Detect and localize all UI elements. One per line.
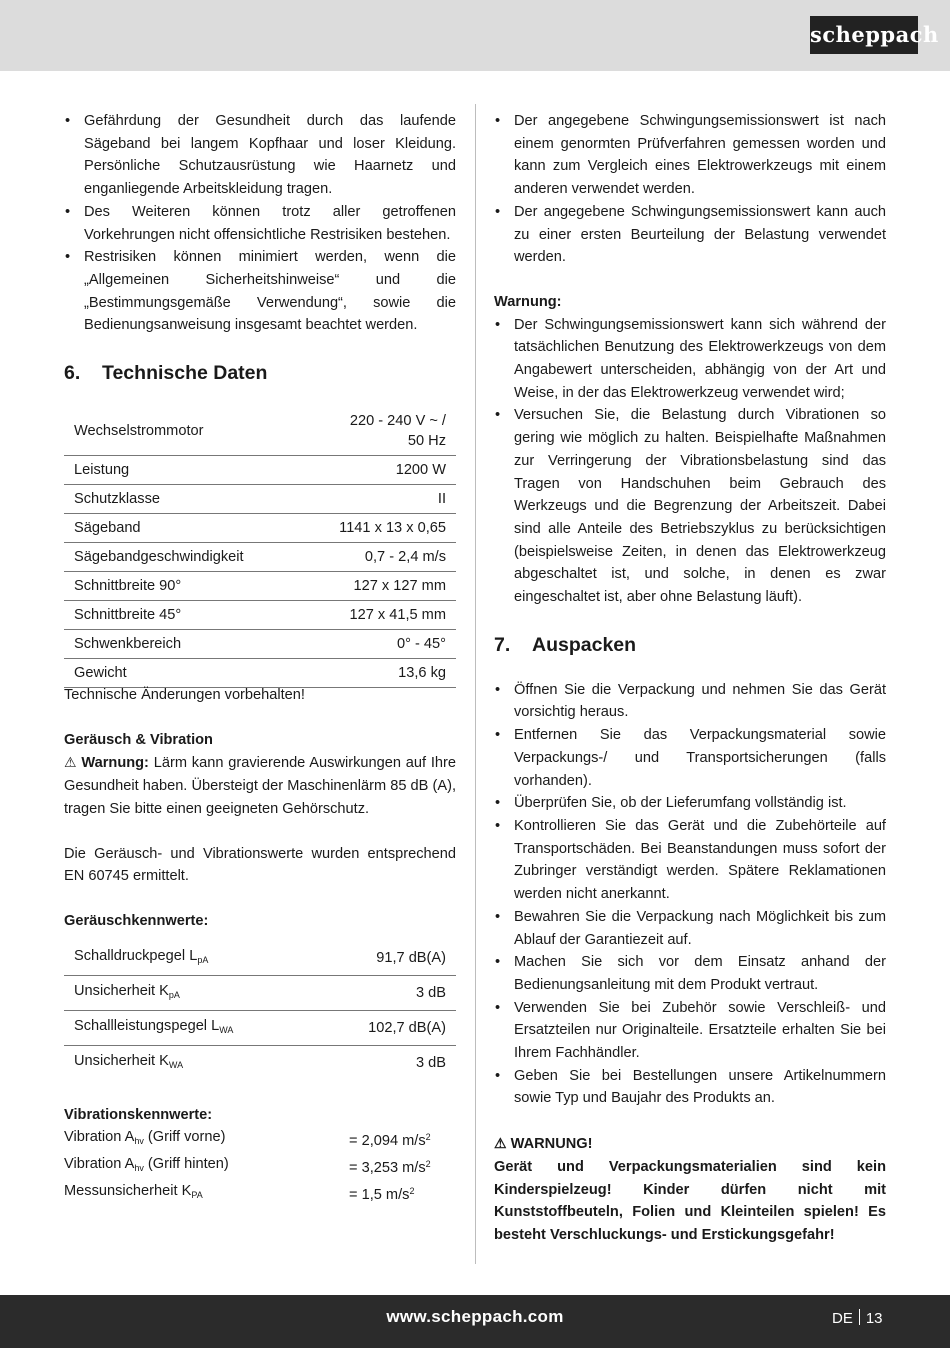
vib-label: [64, 1153, 349, 1180]
final-warning-text: Gerät und Verpackungsmaterialien sind kein Kinderspielzeug! Kinder dürfen nicht mit Kunststoffbeuteln, Folien und Kleinteilen spielen! Es besteht Verschluckungs- und Erstickungsgefahr!: [494, 1158, 886, 1243]
noise-label-sub: pA: [168, 989, 180, 1000]
noise-value: 3 dB: [415, 1054, 446, 1071]
final-warning-heading: [494, 1132, 886, 1156]
page-number: 13: [865, 1310, 883, 1327]
spec-value: 1141 x 13 x 0,65: [326, 514, 456, 543]
table-row: [64, 572, 456, 601]
spec-value: 127 x 127 mm: [326, 572, 456, 601]
warning-list: [494, 314, 886, 609]
vib-row: [64, 1153, 456, 1180]
list-item: • Machen Sie sich vor dem Einsatz anhand der Bedienungsanleitung mit dem Produkt vertraut.: [494, 951, 886, 996]
vib-value-sup: 2: [425, 1159, 431, 1170]
table-row: [64, 485, 456, 514]
spec-value: 1200 W: [326, 456, 456, 485]
noise-warning: [64, 751, 456, 820]
vib-value: [349, 1180, 414, 1207]
vib-label-text: Messunsicherheit K: [64, 1182, 192, 1199]
vib-label-sub: PA: [191, 1189, 203, 1200]
section-6-heading: [64, 359, 456, 387]
vib-row: [64, 1126, 456, 1153]
vib-label-suffix: (Griff hinten): [143, 1156, 229, 1173]
list-item: • Kontrollieren Sie das Gerät und die Zubehörteile auf Transportschäden. Bei Beanstandungen muss sofort der Zubringer verständigt werden. Spätere Reklamationen werden nicht anerkannt.: [494, 815, 886, 906]
column-divider: [475, 104, 476, 1264]
noise-label-text: Schalldruckpegel L: [74, 947, 198, 964]
vib-label-text: Vibration A: [64, 1156, 135, 1173]
unpacking-list: [494, 679, 886, 1110]
page-separator: [859, 1309, 860, 1325]
spec-label: Sägeband: [64, 514, 326, 543]
list-item: • Entfernen Sie das Verpackungsmaterial sowie Verpackungs-/ und Transportsicherungen (falls vorhanden).: [494, 724, 886, 792]
noise-heading: Geräusch & Vibration: [64, 731, 213, 748]
language-code: DE: [832, 1310, 853, 1327]
right-column: [494, 110, 886, 1247]
list-item: • Der angegebene Schwingungsemissionswert kann auch zu einer ersten Beurteilung der Belastung verwendet werden.: [494, 201, 886, 269]
spec-label: Schutzklasse: [64, 485, 326, 514]
page-indicator: [832, 1309, 883, 1327]
list-item: • Der angegebene Schwingungsemissionswert ist nach einem genormten Prüfverfahren gemessen worden und kann zum Vergleich eines Elektrowerkzeugs mit einem anderen verwendet werden.: [494, 110, 886, 201]
noise-intro: Die Geräusch- und Vibrationswerte wurden entsprechend EN 60745 ermittelt.: [64, 845, 456, 885]
spec-value: 0° - 45°: [326, 630, 456, 659]
table-row: [64, 601, 456, 630]
brand-logo: scheppach: [810, 16, 918, 54]
vib-value-sup: 2: [425, 1132, 431, 1143]
vib-heading: Vibrationskennwerte:: [64, 1106, 213, 1123]
list-item: • Gefährdung der Gesundheit durch das laufende Sägeband bei langem Kopfhaar und loser Kleidung. Persönliche Schutzausrüstung wie Haarnetz und enganliegende Arbeitskleidung tragen.: [64, 110, 456, 201]
spec-value: 13,6 kg: [326, 659, 456, 688]
table-row: [64, 1045, 456, 1080]
table-row: [64, 630, 456, 659]
vib-row: [64, 1180, 456, 1207]
list-item: • Des Weiteren können trotz aller getroffenen Vorkehrungen nicht offensichtliche Restrisiken bestehen.: [64, 201, 456, 246]
warning-text: Lärm kann gravierende Auswirkungen auf Ihre Gesundheit haben. Übersteigt der Maschinenlärm 85 dB (A), tragen Sie bitte einen geeigneten Gehörschutz.: [64, 755, 456, 817]
noise-label-sub: WA: [168, 1059, 184, 1070]
spec-label: Schnittbreite 45°: [64, 601, 326, 630]
spec-label: Wechselstrommotor: [64, 407, 326, 456]
vib-value-sup: 2: [409, 1185, 415, 1196]
list-item: • Restrisiken können minimiert werden, wenn die „Allgemeinen Sicherheitshinweise“ und die „Bestimmungsgemäße Verwendung“, sowie die Bedienungsanweisung insgesamt beachtet werden.: [64, 246, 456, 337]
noise-table: [64, 941, 456, 1080]
table-row: [64, 543, 456, 572]
noise-label-text: Schallleistungspegel L: [74, 1017, 220, 1034]
emission-list: [494, 110, 886, 269]
final-warning-label: WARNUNG!: [510, 1136, 593, 1153]
noise-label: [64, 941, 318, 976]
header-bar: [0, 0, 950, 71]
list-item: • Geben Sie bei Bestellungen unsere Artikelnummern sowie Typ und Baujahr des Produkts an.: [494, 1065, 886, 1110]
table-row: [64, 514, 456, 543]
vib-value-text: = 1,5 m/s: [349, 1186, 410, 1203]
section-title: Auspacken: [532, 633, 637, 656]
spec-value: 220 - 240 V ~ / 50 Hz: [326, 407, 456, 456]
noise-label: [64, 975, 318, 1010]
table-row: [64, 456, 456, 485]
noise-label-sub: WA: [219, 1024, 234, 1035]
table-row: [64, 941, 456, 976]
table-row: [64, 1010, 456, 1045]
section-number: 6.: [64, 362, 81, 385]
table-row: [64, 407, 456, 456]
vib-value: [349, 1126, 431, 1153]
noise-values-heading: Geräuschkennwerte:: [64, 912, 209, 929]
vib-label-text: Vibration A: [64, 1129, 135, 1146]
vib-value-text: = 2,094 m/s: [349, 1133, 426, 1150]
list-item: • Öffnen Sie die Verpackung und nehmen Sie das Gerät vorsichtig heraus.: [494, 679, 886, 724]
section-7-heading: [494, 631, 886, 659]
noise-label: [64, 1045, 318, 1080]
spec-label: Gewicht: [64, 659, 326, 688]
list-item: • Verwenden Sie bei Zubehör sowie Verschleiß- und Ersatzteilen nur Originalteile. Ersatzteile erhalten Sie bei Ihrem Fachhändler.: [494, 997, 886, 1065]
noise-label-sub: pA: [197, 954, 209, 965]
vib-value: [349, 1153, 431, 1180]
warning-heading: Warnung:: [494, 293, 562, 310]
spec-label: Sägebandgeschwindigkeit: [64, 543, 326, 572]
noise-label-text: Unsicherheit K: [74, 1052, 169, 1069]
noise-label: [64, 1010, 318, 1045]
section-title: Technische Daten: [102, 362, 268, 385]
website-link[interactable]: www.scheppach.com: [386, 1307, 564, 1326]
list-item: • Versuchen Sie, die Belastung durch Vibrationen so gering wie möglich zu halten. Beispielhafte Maßnahmen zur Verringerung der Vibrationsbelastung sind das Tragen von Handschuhen beim Gebrauch des Werkzeugs und die Begrenzung der Arbeitszeit. Dabei sind alle Anteile des Betriebszyklus zu berücksichtigen (beispielsweise Zeiten, in denen das Elektrowerkzeug abgeschaltet ist, und solche, in denen es zwar eingeschaltet ist, aber ohne Belastung läuft).: [494, 404, 886, 608]
spec-label: Leistung: [64, 456, 326, 485]
warning-icon: ⚠: [494, 1135, 507, 1152]
vib-label: [64, 1126, 349, 1153]
noise-value: 91,7 dB(A): [318, 941, 456, 976]
spec-value: 0,7 - 2,4 m/s: [326, 543, 456, 572]
noise-value: 3 dB: [318, 975, 456, 1010]
vib-label: [64, 1180, 349, 1207]
spec-table: [64, 407, 456, 688]
spec-note: Technische Änderungen vorbehalten!: [64, 687, 305, 704]
list-item: • Bewahren Sie die Verpackung nach Möglichkeit bis zum Ablauf der Garantiezeit auf.: [494, 906, 886, 951]
spec-label: Schwenkbereich: [64, 630, 326, 659]
vib-label-sub: hv: [134, 1163, 144, 1174]
left-column: [64, 110, 456, 1206]
vib-label-sub: hv: [134, 1136, 144, 1147]
warning-label: Warnung:: [81, 755, 149, 772]
list-item: • Der Schwingungsemissionswert kann sich während der tatsächlichen Benutzung des Elektrowerkzeugs von dem Angabewert unterscheiden, abhängig von der Art und Weise, in der das Elektrowerkzeug verwendet wird;: [494, 314, 886, 405]
noise-value: 102,7 dB(A): [318, 1010, 456, 1045]
noise-label-text: Unsicherheit K: [74, 982, 169, 999]
section-number: 7.: [494, 633, 511, 656]
spec-label: Schnittbreite 90°: [64, 572, 326, 601]
vib-label-suffix: (Griff vorne): [143, 1129, 226, 1146]
warning-icon: ⚠: [64, 754, 77, 771]
spec-value: 127 x 41,5 mm: [326, 601, 456, 630]
spec-value: II: [326, 485, 456, 514]
list-item: • Überprüfen Sie, ob der Lieferumfang vollständig ist.: [494, 792, 886, 815]
vib-value-text: = 3,253 m/s: [349, 1160, 426, 1177]
table-row: [64, 975, 456, 1010]
hazard-list: [64, 110, 456, 337]
